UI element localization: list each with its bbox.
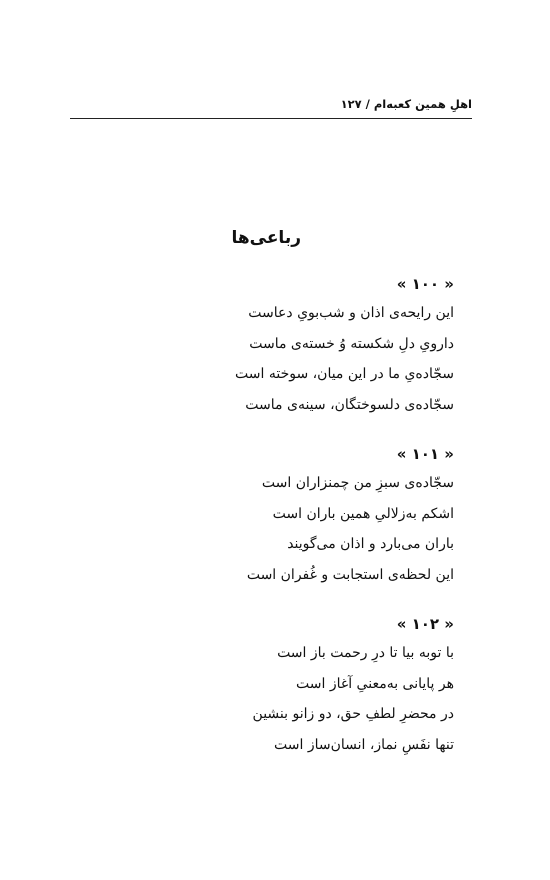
poem-102 — [224, 614, 454, 760]
verse-line: در محضرِ لطفِ حق، دو زانو بنشین — [252, 706, 454, 722]
verse-line: باران می‌بارد و اذان می‌گویند — [287, 536, 454, 552]
verse-line: دارویِ دلِ شکسته وُ خسته‌ی ماست — [249, 335, 454, 352]
running-header: اهلِ همین کعبه‌ام / ۱۲۷ — [340, 97, 472, 111]
verse-line: این لحظه‌ی استجابت و غُفران است — [246, 566, 454, 583]
poem-number: « ۱۰۱ » — [396, 445, 454, 463]
header-rule — [70, 118, 472, 119]
verse-line: این رایحه‌ی اذان و شب‌بویِ دعاست — [248, 305, 454, 321]
poem-number: « ۱۰۰ » — [396, 275, 454, 293]
verse-line: اشکم به‌زلالیِ همین باران است — [272, 505, 454, 522]
poem-list — [224, 274, 454, 784]
verse-line: سجّاده‌ی سبزِ من چمنزاران است — [261, 475, 454, 491]
verse-line: هر پایانی به‌معنیِ آغاز است — [296, 675, 454, 692]
poem-100 — [224, 274, 454, 420]
verse-line: تنها نفَسِ نماز، انسان‌ساز است — [274, 736, 454, 753]
verse-line: سجّاده‌یِ ما در این میان، سوخته است — [235, 366, 454, 382]
poem-number: « ۱۰۲ » — [396, 615, 454, 633]
verse-line: با توبه بیا تا درِ رحمت باز است — [277, 645, 454, 661]
poem-101 — [224, 444, 454, 590]
section-title: رباعی‌ها — [231, 228, 301, 248]
verse-line: سجّاده‌ی دلسوختگان، سینه‌ی ماست — [245, 396, 454, 413]
